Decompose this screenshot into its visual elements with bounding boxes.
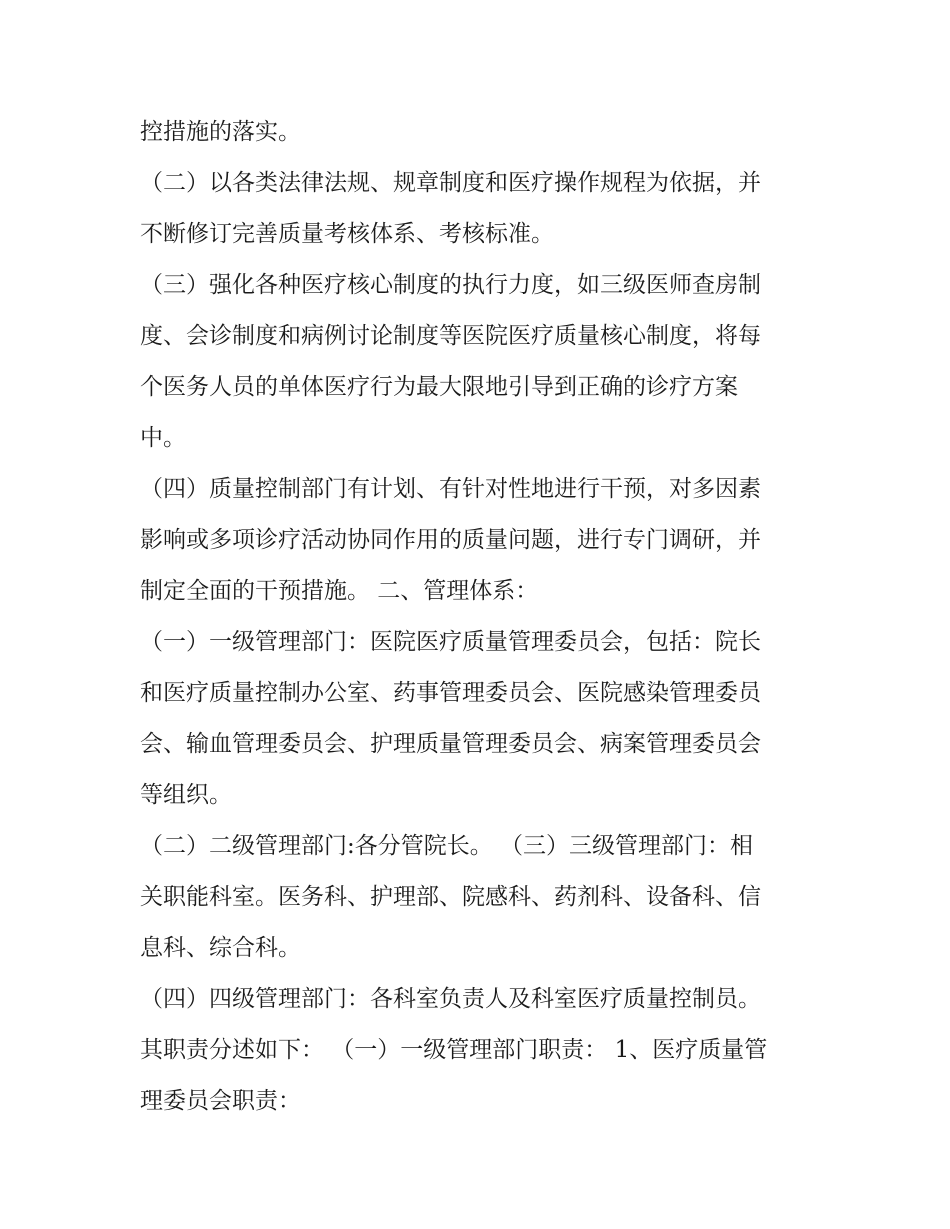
text-line: （三）强化各种医疗核心制度的执行力度，如三级医师查房制 [140, 272, 761, 298]
text-line: 度、会诊制度和病例讨论制度等医院医疗质量核心制度，将每 [140, 323, 761, 349]
text-line: 会、输血管理委员会、护理质量管理委员会、病案管理委员会 [140, 731, 761, 757]
text-line: 个医务人员的单体医疗行为最大限地引导到正确的诊疗方案 [140, 374, 738, 400]
text-line: （四）四级管理部门：各科室负责人及科室医疗质量控制员。 [140, 986, 761, 1012]
text-line: 影响或多项诊疗活动协同作用的质量问题，进行专门调研，并 [140, 527, 761, 553]
text-line: 理委员会职责： [140, 1088, 301, 1114]
text-line: 和医疗质量控制办公室、药事管理委员会、医院感染管理委员 [140, 680, 761, 706]
text-line: 制定全面的干预措施。 二、管理体系： [140, 578, 539, 604]
text-line: （一）一级管理部门：医院医疗质量管理委员会，包括：院长 [140, 629, 761, 655]
text-line: （四）质量控制部门有计划、有针对性地进行干预，对多因素 [140, 476, 761, 502]
text-line: 关职能科室。医务科、护理部、院感科、药剂科、设备科、信 [140, 884, 761, 910]
text-line: （二）以各类法律法规、规章制度和医疗操作规程为依据，并 [140, 170, 761, 196]
text-line: 等组织。 [140, 782, 232, 808]
text-line: 其职责分述如下： （一）一级管理部门职责： 1、医疗质量管 [140, 1037, 768, 1063]
text-line: （二）二级管理部门:各分管院长。 （三）三级管理部门：相 [140, 833, 754, 859]
text-line: 不断修订完善质量考核体系、考核标准。 [140, 221, 554, 247]
text-line: 息科、综合科。 [140, 935, 301, 961]
text-line: 中。 [140, 425, 186, 451]
document-body [140, 107, 820, 1127]
text-line: 控措施的落实。 [140, 119, 301, 145]
